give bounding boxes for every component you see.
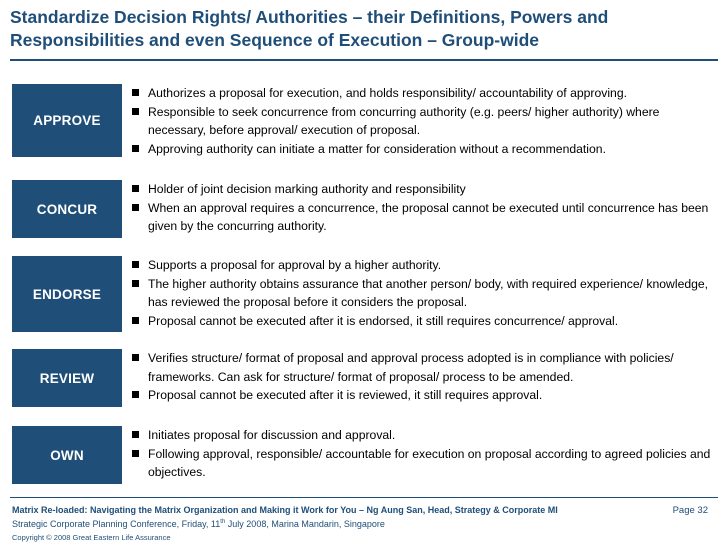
square-bullet-icon: [132, 145, 139, 152]
square-bullet-icon: [132, 280, 139, 287]
square-bullet-icon: [132, 450, 139, 457]
bullet-item: Proposal cannot be executed after it is reviewed, it still requires approval.: [130, 386, 712, 405]
bullet-item: The higher authority obtains assurance that another person/ body, with required experience/ knowledge, has reviewed the proposal before it considers the proposal.: [130, 275, 712, 312]
bullet-item: Authorizes a proposal for execution, and holds responsibility/ accountability of approving.: [130, 84, 712, 103]
footer-copyright: Copyright © 2008 Great Eastern Life Assurance: [12, 533, 171, 542]
own-bullets: [130, 426, 712, 482]
bullet-item: Supports a proposal for approval by a higher authority.: [130, 256, 712, 275]
slide-title: Standardize Decision Rights/ Authorities – their Definitions, Powers and Responsibilities and even Sequence of Execution – Group-wide: [10, 7, 609, 50]
square-bullet-icon: [132, 354, 139, 361]
square-bullet-icon: [132, 317, 139, 324]
concur-bullets: [130, 180, 712, 236]
bullet-item: Proposal cannot be executed after it is endorsed, it still requires concurrence/ approval.: [130, 312, 712, 331]
bullet-item: Verifies structure/ format of proposal and approval process adopted is in compliance with policies/ frameworks. Can ask for structure/ format of proposal/ process to be amended.: [130, 349, 712, 386]
own-label: OWN: [12, 426, 122, 484]
endorse-bullets: [130, 256, 712, 330]
bullet-item: Responsible to seek concurrence from concurring authority (e.g. peers/ higher authority) where necessary, before approval/ execution of proposal.: [130, 103, 712, 140]
square-bullet-icon: [132, 89, 139, 96]
square-bullet-icon: [132, 431, 139, 438]
bullet-item: Initiates proposal for discussion and approval.: [130, 426, 712, 445]
bullet-item: Holder of joint decision marking authority and responsibility: [130, 180, 712, 199]
footer-conference: Strategic Corporate Planning Conference, Friday, 11th July 2008, Marina Mandarin, Singapore: [12, 519, 385, 529]
title-divider: [10, 59, 718, 61]
square-bullet-icon: [132, 185, 139, 192]
review-bullets: [130, 349, 712, 405]
square-bullet-icon: [132, 261, 139, 268]
approve-bullets: [130, 84, 712, 158]
review-label: REVIEW: [12, 349, 122, 407]
square-bullet-icon: [132, 391, 139, 398]
bullet-item: Approving authority can initiate a matter for consideration without a recommendation.: [130, 140, 712, 159]
footer-presentation-title: Matrix Re-loaded: Navigating the Matrix Organization and Making it Work for You – Ng Aung San, Head, Strategy & Corporate MI: [12, 505, 558, 515]
endorse-label: ENDORSE: [12, 256, 122, 332]
square-bullet-icon: [132, 204, 139, 211]
bullet-item: Following approval, responsible/ accountable for execution on proposal according to agreed policies and objectives.: [130, 445, 712, 482]
square-bullet-icon: [132, 108, 139, 115]
bullet-item: When an approval requires a concurrence, the proposal cannot be executed until concurrence has been given by the concurring authority.: [130, 199, 712, 236]
page-number: Page 32: [672, 505, 708, 516]
concur-label: CONCUR: [12, 180, 122, 238]
footer-divider: [10, 497, 718, 498]
approve-label: APPROVE: [12, 84, 122, 157]
